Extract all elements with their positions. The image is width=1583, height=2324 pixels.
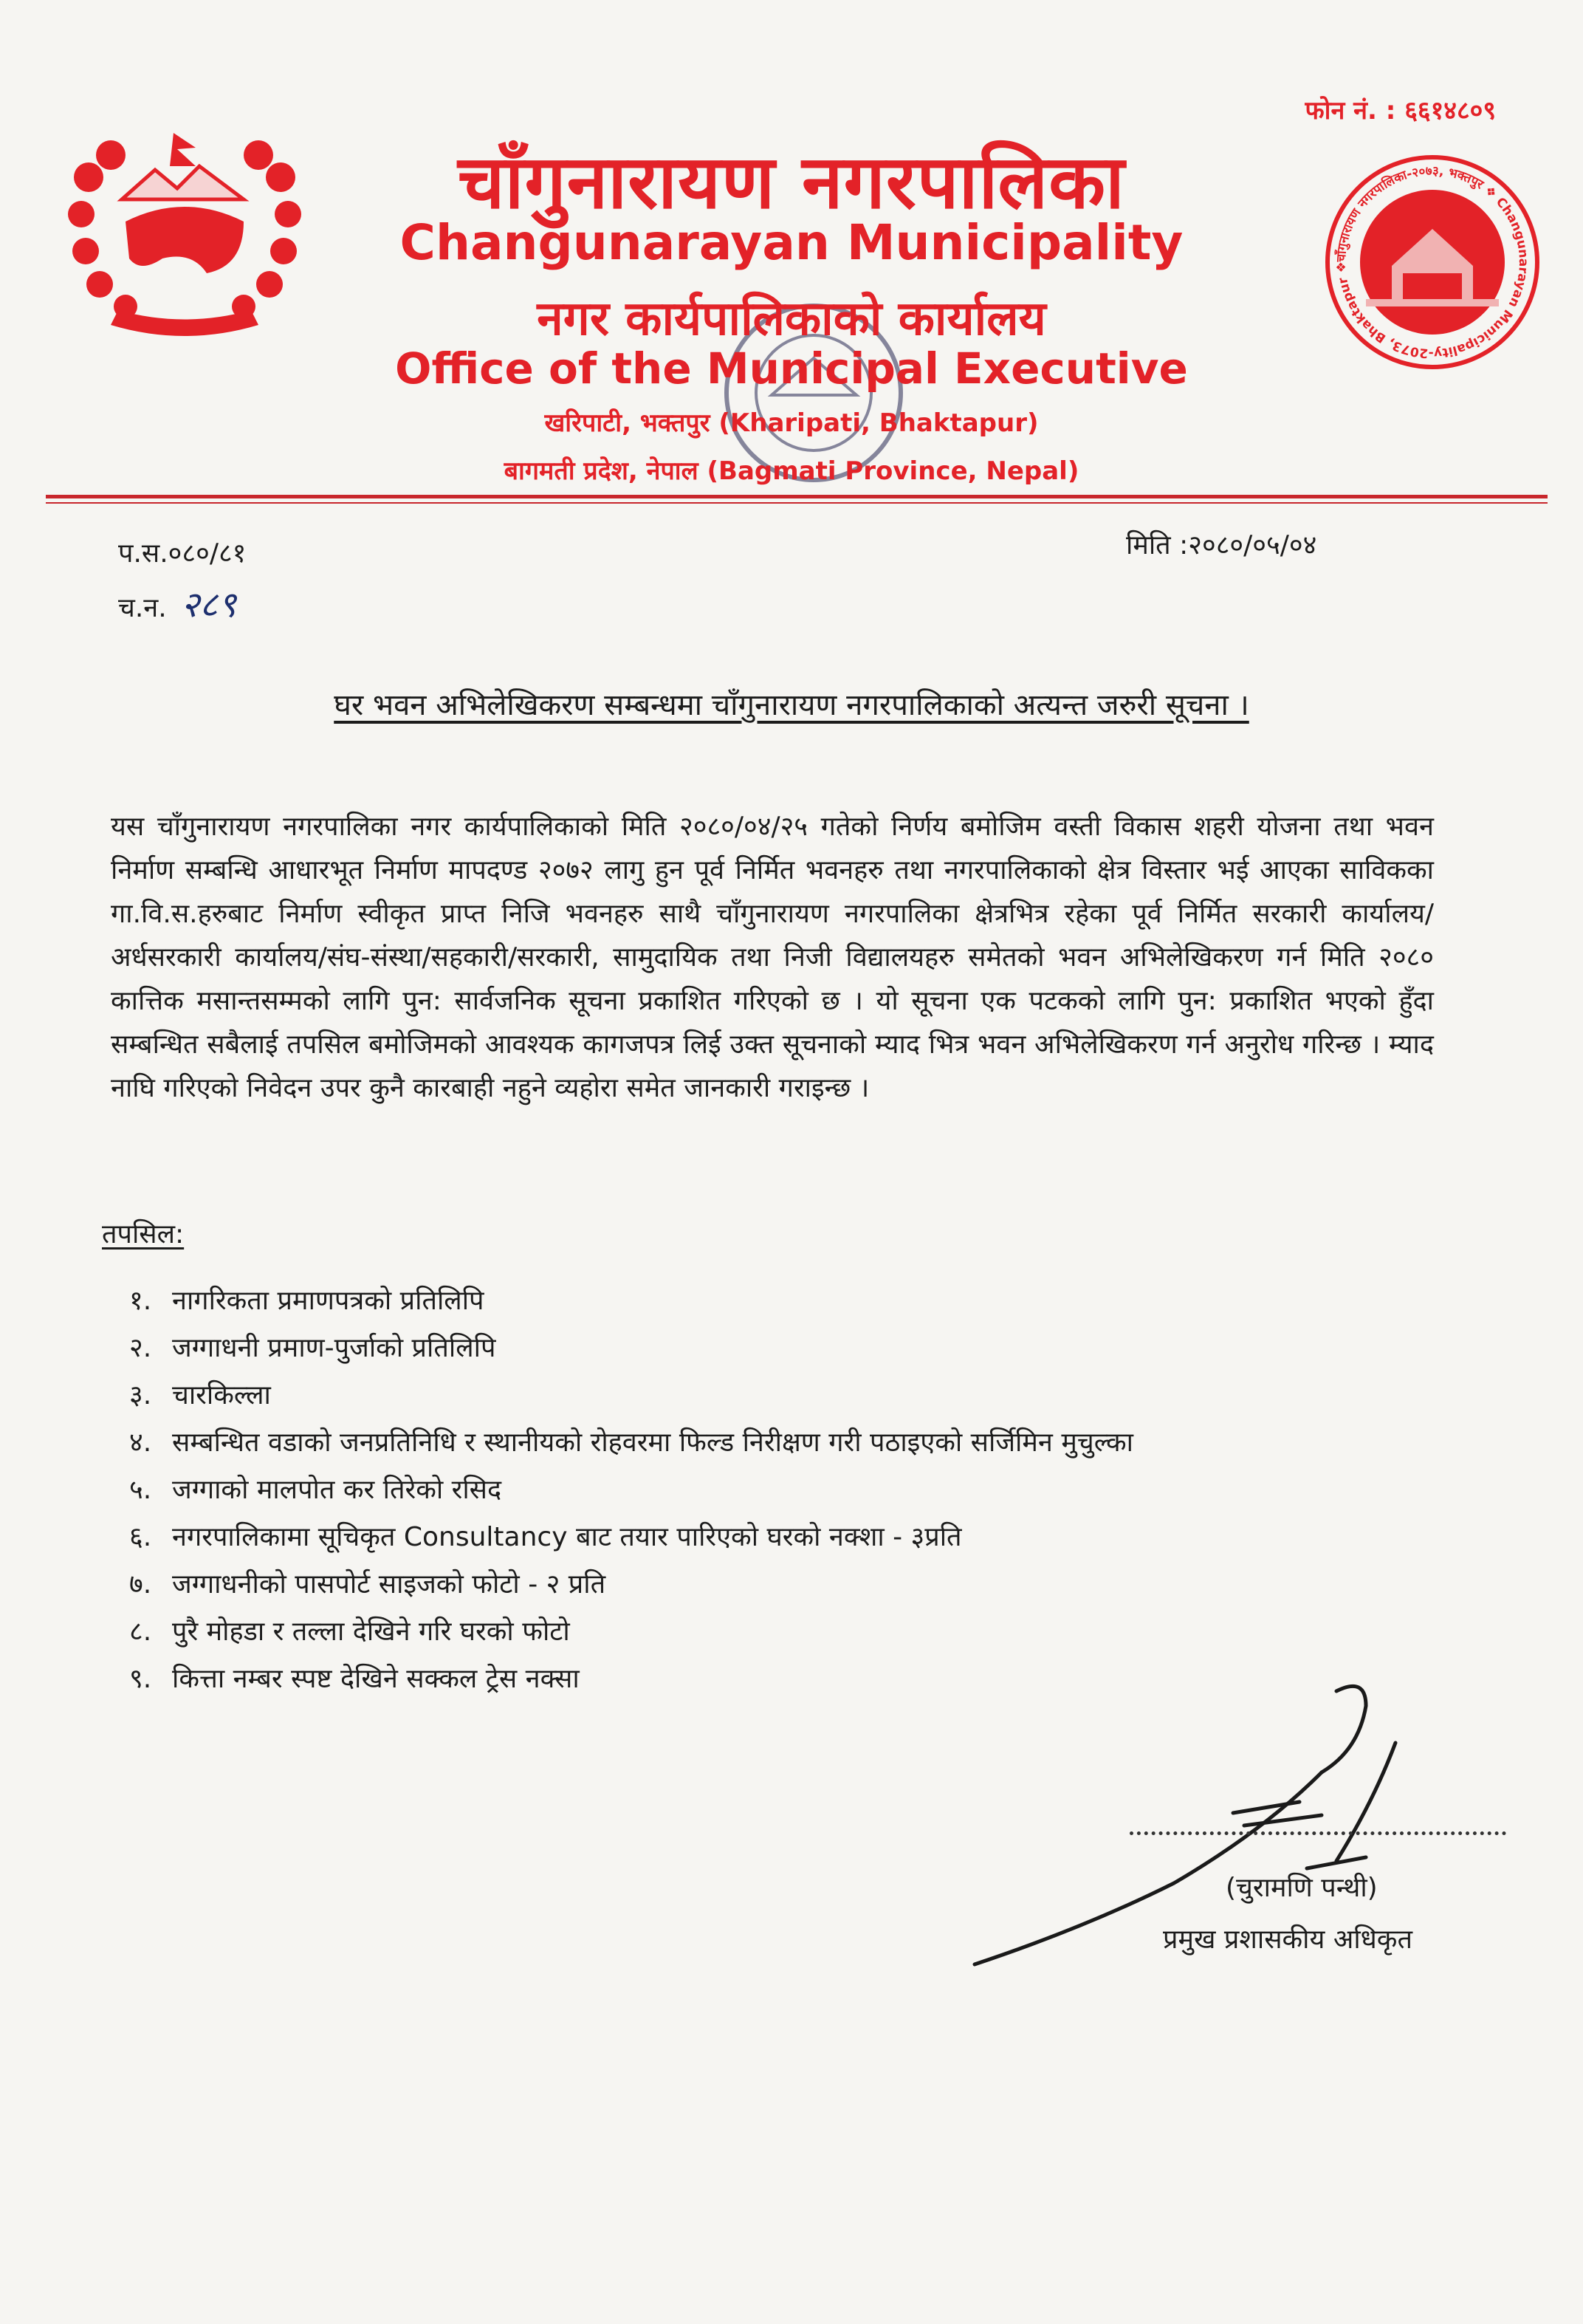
address-line-1: खरिपाटी, भक्तपुर (Kharipati, Bhaktapur) bbox=[544, 408, 1039, 438]
address-line-2: बागमती प्रदेश, नेपाल (Bagmati Province, Nepal) bbox=[504, 456, 1079, 486]
list-item: १. नागरिकता प्रमाणपत्रको प्रतिलिपि bbox=[129, 1286, 484, 1316]
list-item: २. जग्गाधनी प्रमाण-पुर्जाको प्रतिलिपि bbox=[129, 1333, 496, 1363]
letter-date: मिति :२०८०/०५/०४ bbox=[1126, 530, 1317, 561]
list-item: ६. नगरपालिकामा सूचिकृत Consultancy बाट तयार पारिएको घरको नक्शा - ३प्रति bbox=[129, 1522, 962, 1552]
details-heading: तपसिल: bbox=[102, 1219, 185, 1250]
header-divider bbox=[46, 495, 1548, 498]
dispatch-number-row bbox=[118, 580, 236, 628]
list-item: ९. कित्ता नम्बर स्पष्ट देखिने सक्कल ट्रेस नक्सा bbox=[129, 1664, 580, 1694]
dispatch-label: च.न. bbox=[118, 593, 167, 623]
dispatch-number: २८९ bbox=[181, 584, 237, 625]
requirements-list bbox=[129, 1278, 1133, 1703]
header-divider-thin bbox=[46, 502, 1548, 504]
signer-name: (चुरामणि पन्थी) bbox=[1226, 1873, 1378, 1903]
municipality-name-nepali: चाँगुनारायण नगरपालिका bbox=[458, 139, 1125, 225]
signer-designation: प्रमुख प्रशासकीय अधिकृत bbox=[1163, 1924, 1412, 1955]
office-name-nepali: नगर कार्यपालिकाको कार्यालय bbox=[537, 292, 1046, 346]
signature-line bbox=[1130, 1831, 1506, 1835]
office-name-english: Office of the Municipal Executive bbox=[395, 343, 1188, 394]
list-item: ८. पुरै मोहडा र तल्ला देखिने गरि घरको फोटो bbox=[129, 1617, 570, 1647]
seal-ring-text: चाँगुनारायण नगरपालिका-२०७३, भक्तपुर ❖ Changunarayan Municipality-2073, Bhaktapur ❖ bbox=[1333, 163, 1531, 361]
list-item: ३. चारकिल्ला bbox=[129, 1380, 271, 1410]
notice-subject: घर भवन अभिलेखिकरण सम्बन्धमा चाँगुनारायण नगरपालिकाको अत्यन्त जरुरी सूचना । bbox=[334, 688, 1249, 722]
list-item: ४. सम्बन्धित वडाको जनप्रतिनिधि र स्थानीयको रोहवरमा फिल्ड निरीक्षण गरी पठाइएको सर्जिमिन मुचुल्का bbox=[129, 1427, 1133, 1458]
municipality-name-english: Changunarayan Municipality bbox=[399, 214, 1184, 271]
phone-number: फोन नं. : ६६१४८०९ bbox=[1305, 96, 1496, 126]
list-item: ७. जग्गाधनीको पासपोर्ट साइजको फोटो - २ प्रति bbox=[129, 1569, 606, 1600]
notice-body: यस चाँगुनारायण नगरपालिका नगर कार्यपालिकाको मिति २०८०/०४/२५ गतेको निर्णय बमोजिम वस्ती विकास शहरी योजना तथा भवन निर्माण सम्बन्धि आधारभूत निर्माण मापदण्ड २०७२ लागु हुन पूर्व निर्मित भवनहरु तथा नगरपालिकाको क्षेत्र विस्तार भई आएका साविकका गा.वि.स.हरुबाट निर्माण स्वीकृत प्राप्त निजि भवनहरु साथै चाँगुनारायण नगरपालिका क्षेत्रभित्र रहेका पूर्व निर्मित सरकारी कार्यालय/अर्धसरकारी कार्यालय/संघ-संस्था/सहकारी/सरकारी, सामुदायिक तथा निजी विद्यालयहरु समेतको भवन अभिलेखिकरण गर्न मिति २०८० कात्तिक मसान्तसम्मको लागि पुन: सार्वजनिक सूचना प्रकाशित गरिएको छ । यो सूचना एक पटकको लागि पुन: प्रकाशित भएको हुँदा सम्बन्धित सबैलाई तपसिल बमोजिमको आवश्यक कागजपत्र लिई उक्त सूचनाको म्याद भित्र भवन अभिलेखिकरण गर्न अनुरोध गरिन्छ । म्याद नाघि गरिएको निवेदन उपर कुनै कारबाही नहुने व्यहोरा समेत जानकारी गराइन्छ । bbox=[111, 812, 1434, 1103]
list-item: ५. जग्गाको मालपोत कर तिरेको रसिद bbox=[129, 1475, 502, 1505]
reference-number: प.स.०८०/८१ bbox=[118, 538, 247, 569]
